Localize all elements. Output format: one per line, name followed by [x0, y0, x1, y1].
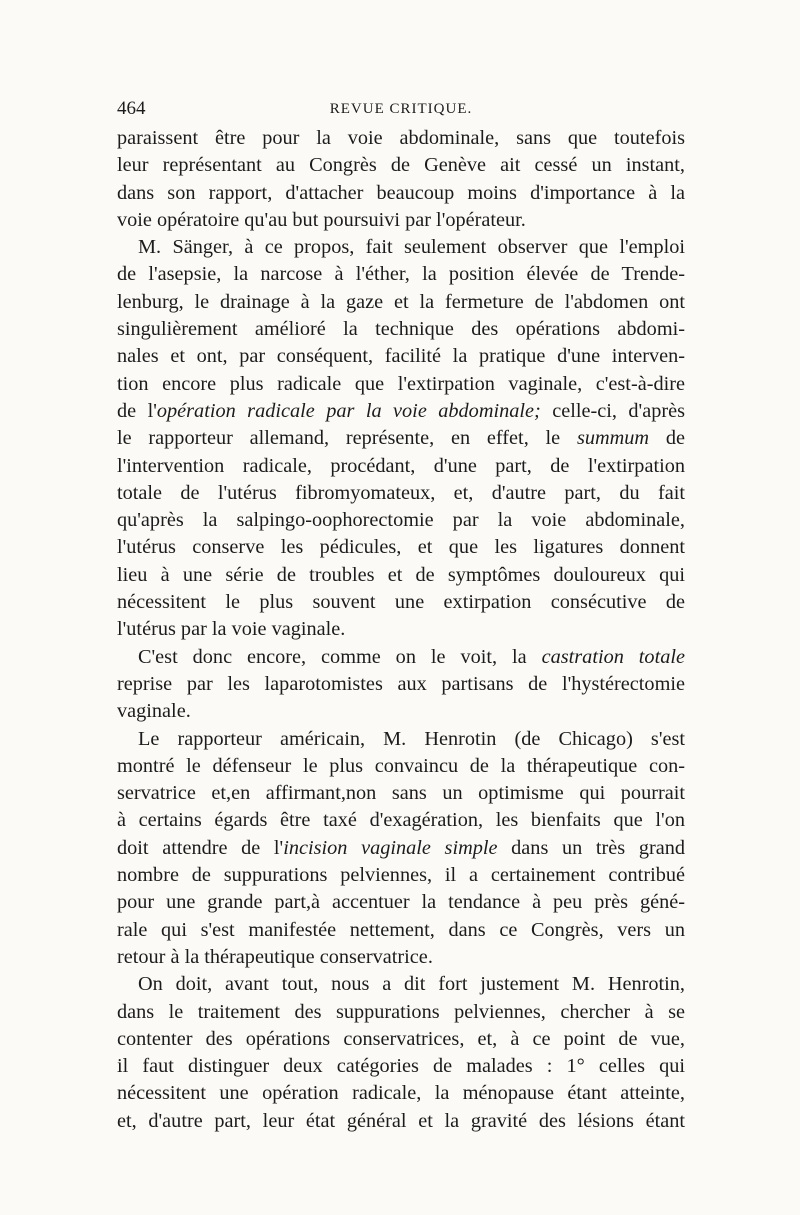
text-line: rale qui s'est manifestée nettement, dans ce Congrès, vers un [117, 918, 685, 941]
text-line: dans son rapport, d'attacher beaucoup moins d'importance à la [117, 181, 685, 204]
text-line: On doit, avant tout, nous a dit fort justement M. Henrotin, [138, 973, 685, 996]
text-line: totale de l'utérus fibromyomateux, et, d'autre part, du fait [117, 481, 685, 504]
text-line: nales et ont, par conséquent, facilité la pratique d'une interven- [117, 345, 685, 368]
text-line: Le rapporteur américain, M. Henrotin (de Chicago) s'est [138, 727, 685, 750]
italic-phrase: opération radicale par la voie abdominale; [156, 399, 541, 422]
text-line: vaginale. [117, 700, 191, 723]
text-line: retour à la thérapeutique conservatrice. [117, 945, 433, 968]
text-line: et, d'autre part, leur état général et la gravité des lésions étant [117, 1109, 685, 1132]
text-line: nécessitent le plus souvent une extirpation consécutive de [117, 591, 685, 614]
text-line: contenter des opérations conservatrices, et, à ce point de vue, [117, 1027, 685, 1050]
text-line: l'intervention radicale, procédant, d'une part, de l'extirpation [117, 454, 685, 477]
italic-phrase: summum [576, 427, 650, 450]
text-line: paraissent être pour la voie abdominale, sans que toutefois [117, 127, 685, 149]
text-line: voie opératoire qu'au but poursuivi par l'opérateur. [117, 208, 526, 231]
running-head: REVUE CRITIQUE. [329, 101, 473, 117]
text-line: à certains égards être taxé d'exagération, les bienfaits que l'on [117, 809, 685, 832]
text-line: reprise par les laparotomistes aux partisans de l'hystérectomie [117, 672, 685, 695]
text-line: de l'asepsie, la narcose à l'éther, la position élevée de Trende- [117, 263, 685, 286]
italic-phrase: incision vaginale simple [283, 836, 498, 859]
text-line: C'est donc encore, comme on le voit, la castration totale [138, 645, 685, 668]
text-line: pour une grande part,à accentuer la tendance à peu près géné- [117, 891, 685, 914]
text-line: il faut distinguer deux catégories de malades : 1° celles qui [117, 1055, 685, 1078]
text-line: lenburg, le drainage à la gaze et la fermeture de l'abdomen ont [117, 290, 685, 313]
text-line: lieu à une série de troubles et de symptômes douloureux qui [117, 563, 685, 586]
text-line: doit attendre de l'incision vaginale simple dans un très grand [117, 836, 685, 859]
body-text [117, 125, 685, 1135]
text-line: M. Sänger, à ce propos, fait seulement observer que l'emploi [138, 236, 685, 259]
text-line: l'utérus conserve les pédicules, et que les ligatures donnent [117, 536, 685, 559]
page-number: 464 [117, 98, 146, 119]
text-line: servatrice et,en affirmant,non sans un optimisme qui pourrait [117, 782, 685, 805]
text-line: singulièrement amélioré la technique des opérations abdomi- [117, 318, 685, 341]
text-line: montré le défenseur le plus convaincu de la thérapeutique con- [117, 754, 685, 777]
text-line: leur représentant au Congrès de Genève ait cessé un instant, [117, 154, 685, 177]
page-header [117, 96, 685, 122]
text-line: de l'opération radicale par la voie abdominale; celle-ci, d'après [117, 399, 685, 422]
text-line: nombre de suppurations pelviennes, il a certainement contribué [117, 864, 685, 887]
italic-phrase: castration totale [541, 645, 685, 668]
text-line: le rapporteur allemand, représente, en effet, le summum de [117, 427, 685, 450]
text-line: dans le traitement des suppurations pelviennes, chercher à se [117, 1000, 685, 1023]
text-line: nécessitent une opération radicale, la ménopause étant atteinte, [117, 1082, 685, 1105]
text-line: tion encore plus radicale que l'extirpation vaginale, c'est-à-dire [117, 372, 685, 395]
text-line: l'utérus par la voie vaginale. [117, 618, 346, 641]
text-line: qu'après la salpingo-oophorectomie par la voie abdominale, [117, 509, 685, 532]
